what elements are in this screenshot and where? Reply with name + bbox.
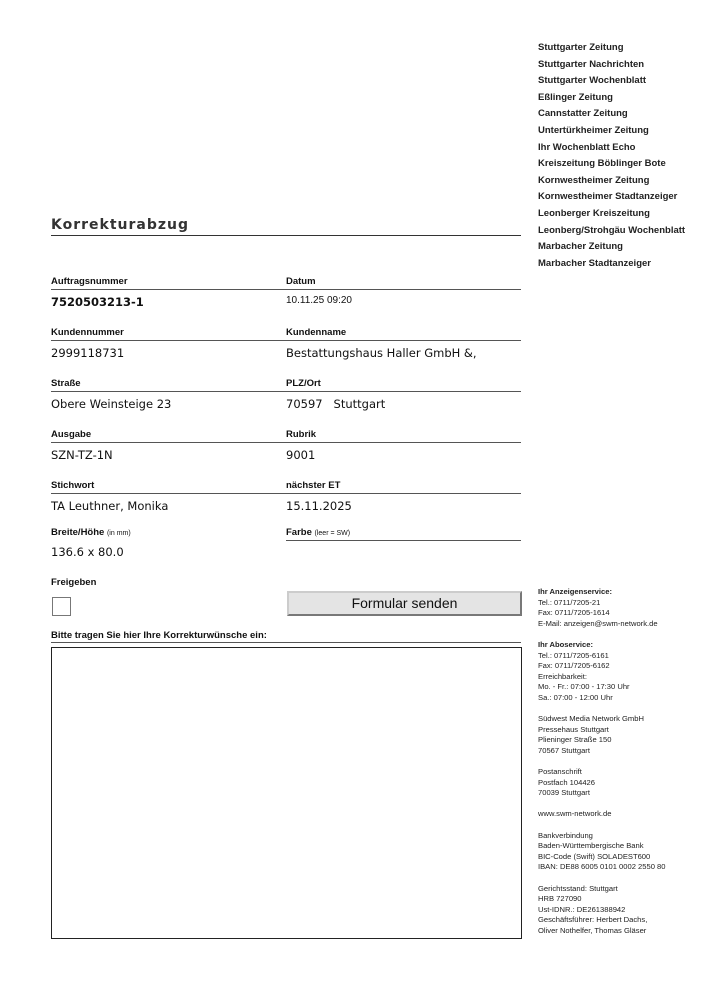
publication-item: Eßlinger Zeitung <box>538 91 613 103</box>
publication-item: Leonberger Kreiszeitung <box>538 207 650 219</box>
publication-item: Kornwestheimer Stadtanzeiger <box>538 191 678 203</box>
field-value: 9001 <box>286 448 316 462</box>
footer-line: Geschäftsführer: Herbert Dachs, <box>538 915 648 925</box>
field-label: nächster ET <box>286 480 521 494</box>
publication-item: Stuttgarter Zeitung <box>538 42 624 53</box>
footer-line: Postfach 104426 <box>538 777 595 787</box>
field-label: Straße <box>51 378 286 392</box>
footer-line: Erreichbarkeit: <box>538 671 587 681</box>
publication-item: Marbacher Stadtanzeiger <box>538 257 651 269</box>
footer-line: E-Mail: anzeigen@swm-network.de <box>538 618 658 628</box>
publication-item: Marbacher Zeitung <box>538 241 623 253</box>
field-label <box>286 527 521 541</box>
field-value: SZN-TZ-1N <box>51 448 113 462</box>
field-label: PLZ/Ort <box>286 378 521 392</box>
footer-block <box>538 767 666 799</box>
label-text: Breite/Höhe <box>51 527 105 538</box>
footer-block <box>538 831 666 873</box>
field-label: Kundenname <box>286 327 521 341</box>
field-label: Ausgabe <box>51 429 286 443</box>
footer-block <box>538 884 666 937</box>
publication-list <box>538 40 685 272</box>
submit-form-button[interactable]: Formular senden <box>287 591 522 616</box>
footer-line: Mo. - Fr.: 07:00 - 17:30 Uhr <box>538 682 630 692</box>
field-ausgabe <box>51 429 286 462</box>
footer-line: Oliver Nothelfer, Thomas Gläser <box>538 926 647 935</box>
publication-item: Kornwestheimer Zeitung <box>538 174 650 186</box>
field-value: 15.11.2025 <box>286 499 352 513</box>
footer-line: 70039 Stuttgart <box>538 788 590 798</box>
footer-line: Fax: 0711/7205-6162 <box>538 661 610 671</box>
field-label: Rubrik <box>286 429 521 443</box>
field-breite-hoehe <box>51 527 286 559</box>
publication-item: Untertürkheimer Zeitung <box>538 124 649 136</box>
field-datum <box>286 276 521 306</box>
field-naechster-et <box>286 480 521 513</box>
footer-line: Gerichtsstand: Stuttgart <box>538 883 618 893</box>
field-value: 10.11.25 09:20 <box>286 295 352 306</box>
footer-line: Ihr Aboservice: <box>538 639 594 649</box>
footer-block <box>538 640 666 704</box>
field-value: Obere Weinsteige 23 <box>51 397 172 411</box>
label-text: Farbe <box>286 527 312 538</box>
footer-line: Plieninger Straße 150 <box>538 735 612 745</box>
footer-line: Ihr Anzeigenservice: <box>538 587 612 596</box>
field-label: Stichwort <box>51 480 286 494</box>
publication-item: Cannstatter Zeitung <box>538 108 628 120</box>
field-value: 2999118731 <box>51 346 125 360</box>
footer-line: Baden-Württembergische Bank <box>538 841 644 851</box>
freigeben-label: Freigeben <box>51 577 97 588</box>
publication-item: Stuttgarter Nachrichten <box>538 58 645 70</box>
footer-block <box>538 809 666 820</box>
page-title: Korrekturabzug <box>51 217 521 236</box>
footer-line: Tel.: 0711/7205-6161 <box>538 650 609 660</box>
field-value: 7520503213-1 <box>51 295 144 309</box>
publication-item: Stuttgarter Wochenblatt <box>538 75 647 87</box>
footer-line: BIC-Code (Swift) SOLADEST600 <box>538 851 651 861</box>
footer-line: Fax: 0711/7205-1614 <box>538 608 610 618</box>
field-plz-ort <box>286 378 521 411</box>
corrections-hint: Bitte tragen Sie hier Ihre Korrekturwünsche ein: <box>51 630 521 643</box>
field-value: 70597 Stuttgart <box>286 397 386 411</box>
footer-line: www.swm-network.de <box>538 809 612 819</box>
field-value: 136.6 x 80.0 <box>51 545 124 559</box>
footer-line: Pressehaus Stuttgart <box>538 724 609 734</box>
footer-line: Tel.: 0711/7205-21 <box>538 597 601 607</box>
field-label: Kundennummer <box>51 327 286 341</box>
footer-line: Postanschrift <box>538 767 582 777</box>
corrections-textarea[interactable] <box>51 647 522 939</box>
contact-footer <box>538 587 666 947</box>
field-farbe <box>286 527 521 546</box>
field-auftragsnummer <box>51 276 286 309</box>
field-rubrik <box>286 429 521 462</box>
label-unit: (in mm) <box>106 530 131 537</box>
field-kundenname <box>286 327 521 360</box>
field-kundennummer <box>51 327 286 360</box>
field-label: Auftragsnummer <box>51 276 286 290</box>
footer-line: Südwest Media Network GmbH <box>538 714 644 724</box>
footer-line: Ust-IDNR.: DE261388942 <box>538 904 626 914</box>
field-label <box>51 527 286 540</box>
field-value: Bestattungshaus Haller GmbH &, <box>286 346 477 360</box>
field-label: Datum <box>286 276 521 290</box>
label-unit: (leer = SW) <box>314 530 351 537</box>
publication-item: Kreiszeitung Böblinger Bote <box>538 158 666 170</box>
field-value: TA Leuthner, Monika <box>51 499 169 513</box>
publication-item: Ihr Wochenblatt Echo <box>538 141 636 153</box>
footer-block <box>538 587 666 629</box>
freigeben-checkbox[interactable] <box>52 597 71 616</box>
footer-line: Sa.: 07:00 - 12:00 Uhr <box>538 692 613 702</box>
field-strasse <box>51 378 286 411</box>
footer-line: Bankverbindung <box>538 830 593 840</box>
footer-line: HRB 727090 <box>538 894 582 904</box>
footer-line: 70567 Stuttgart <box>538 745 590 755</box>
footer-block <box>538 714 666 756</box>
publication-item: Leonberg/Strohgäu Wochenblatt <box>538 224 686 236</box>
footer-line: IBAN: DE88 6005 0101 0002 2550 80 <box>538 862 666 872</box>
field-stichwort <box>51 480 286 513</box>
